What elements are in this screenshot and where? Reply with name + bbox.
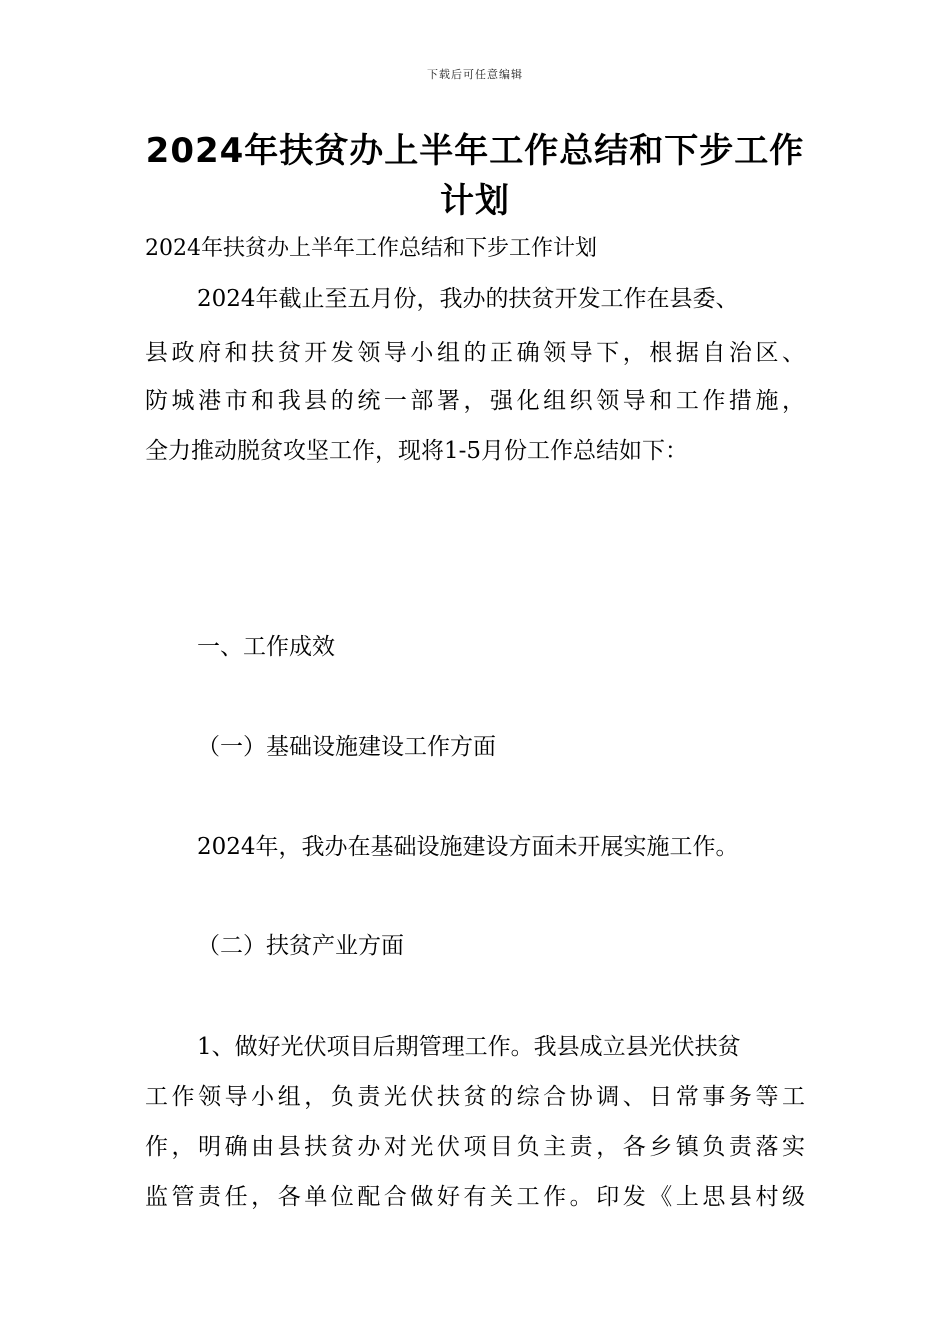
subsection-heading-2: （二）扶贫产业方面 — [197, 933, 404, 959]
item-1-line-3: 作，明确由县扶贫办对光伏项目负主责，各乡镇负责落实 — [145, 1134, 805, 1160]
document-title-line-1: 2024年扶贫办上半年工作总结和下步工作 — [145, 131, 805, 171]
item-1-line-2: 工作领导小组，负责光伏扶贫的综合协调、日常事务等工 — [145, 1084, 805, 1110]
subsection-1-text: 2024年，我办在基础设施建设方面未开展实施工作。 — [197, 834, 739, 860]
document-title-line-2: 计划 — [440, 181, 510, 221]
intro-line-1: 2024年截止至五月份，我办的扶贫开发工作在县委、 — [197, 286, 739, 312]
intro-line-3: 防城港市和我县的统一部署，强化组织领导和工作措施， — [145, 388, 805, 414]
item-1-line-4: 监管责任，各单位配合做好有关工作。印发《上思县村级 — [145, 1184, 805, 1210]
header-note: 下载后可任意编辑 — [427, 68, 523, 81]
document-subtitle: 2024年扶贫办上半年工作总结和下步工作计划 — [145, 236, 597, 261]
item-1-line-1: 1、做好光伏项目后期管理工作。我县成立县光伏扶贫 — [197, 1034, 741, 1060]
intro-line-4: 全力推动脱贫攻坚工作，现将1-5月份工作总结如下： — [145, 438, 689, 464]
section-heading-1: 一、工作成效 — [197, 634, 335, 660]
subsection-heading-1: （一）基础设施建设工作方面 — [197, 734, 496, 760]
intro-line-2: 县政府和扶贫开发领导小组的正确领导下，根据自治区、 — [145, 340, 805, 366]
